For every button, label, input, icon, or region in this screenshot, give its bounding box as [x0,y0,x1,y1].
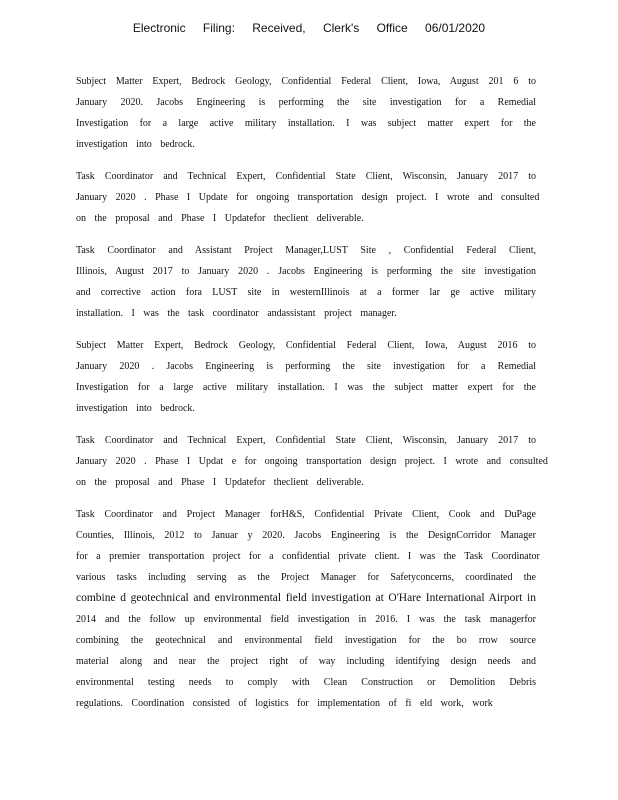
text-line: various tasks including serving as the Project Manager for Safetyconcerns, coordinated the [76,572,536,583]
text-line: environmental testing needs to comply with Clean Construction or Demolition Debris [76,677,536,688]
text-line: and corrective action fora LUST site in westernIllinois at a former lar ge active military [76,287,536,298]
text-line: regulations. Coordination consisted of logistics for implementation of fi eld work, work [76,698,493,709]
text-line: January 2020 . Phase I Update for ongoing transportation design project. I wrote and consulted [76,192,540,203]
text-line: Task Coordinator and Project Manager forH&S, Confidential Private Client, Cook and DuPage [76,509,536,520]
text-line: January 2020 . Phase I Updat e for ongoing transportation design project. I wrote and consulted [76,456,548,467]
text-line: on the proposal and Phase I Updatefor theclient deliverable. [76,213,364,224]
text-line: Investigation for a large active military installation. I was the subject matter expert for the [76,382,536,393]
text-line: Subject Matter Expert, Bedrock Geology, Confidential Federal Client, Iowa, August 2016 to [76,340,536,351]
filing-stamp-header: Electronic Filing: Received, Clerk's Office 06/01/2020 [132,21,486,35]
text-line: Task Coordinator and Technical Expert, Confidential State Client, Wisconsin, January 2017 to [76,435,536,446]
text-line: investigation into bedrock. [76,403,195,414]
paragraph-lust-site [76,240,536,324]
text-line: Subject Matter Expert, Bedrock Geology, Confidential Federal Client, Iowa, August 201 6 to [76,76,536,87]
text-line: January 2020. Jacobs Engineering is performing the site investigation for a Remedial [76,97,536,108]
text-line: Counties, Illinois, 2012 to Januar y 2020. Jacobs Engineering is the DesignCorridor Manager [76,530,536,541]
text-line: installation. I was the task coordinator andassistant project manager. [76,308,397,319]
text-line: Task Coordinator and Technical Expert, Confidential State Client, Wisconsin, January 2017 to [76,171,536,182]
paragraph-technical-expert-2 [76,430,548,493]
text-line: Task Coordinator and Assistant Project Manager,LUST Site , Confidential Federal Client, [76,245,536,256]
text-line: Investigation for a large active military installation. I was subject matter expert for the [76,118,536,129]
text-line: combining the geotechnical and environmental field investigation for the bo rrow source [76,635,536,646]
text-line: investigation into bedrock. [76,139,195,150]
paragraph-technical-expert-1 [76,166,540,229]
paragraph-bedrock-geology-2 [76,335,536,419]
document-body [76,71,548,725]
text-line: 2014 and the follow up environmental field investigation in 2016. I was the task managerfor [76,614,536,625]
text-line: Illinois, August 2017 to January 2020 . Jacobs Engineering is performing the site investigation [76,266,536,277]
text-line: January 2020 . Jacobs Engineering is performing the site investigation for a Remedial [76,361,536,372]
paragraph-project-manager-hs [76,504,540,714]
text-line: combine d geotechnical and environmental field investigation at O'Hare International Airport in [76,592,536,604]
text-line: on the proposal and Phase I Updatefor theclient deliverable. [76,477,364,488]
paragraph-bedrock-geology-1 [76,71,536,155]
text-line: for a premier transportation project for a confidential private client. I was the Task Coordinator [76,551,540,562]
text-line: material along and near the project right of way including identifying design needs and [76,656,536,667]
